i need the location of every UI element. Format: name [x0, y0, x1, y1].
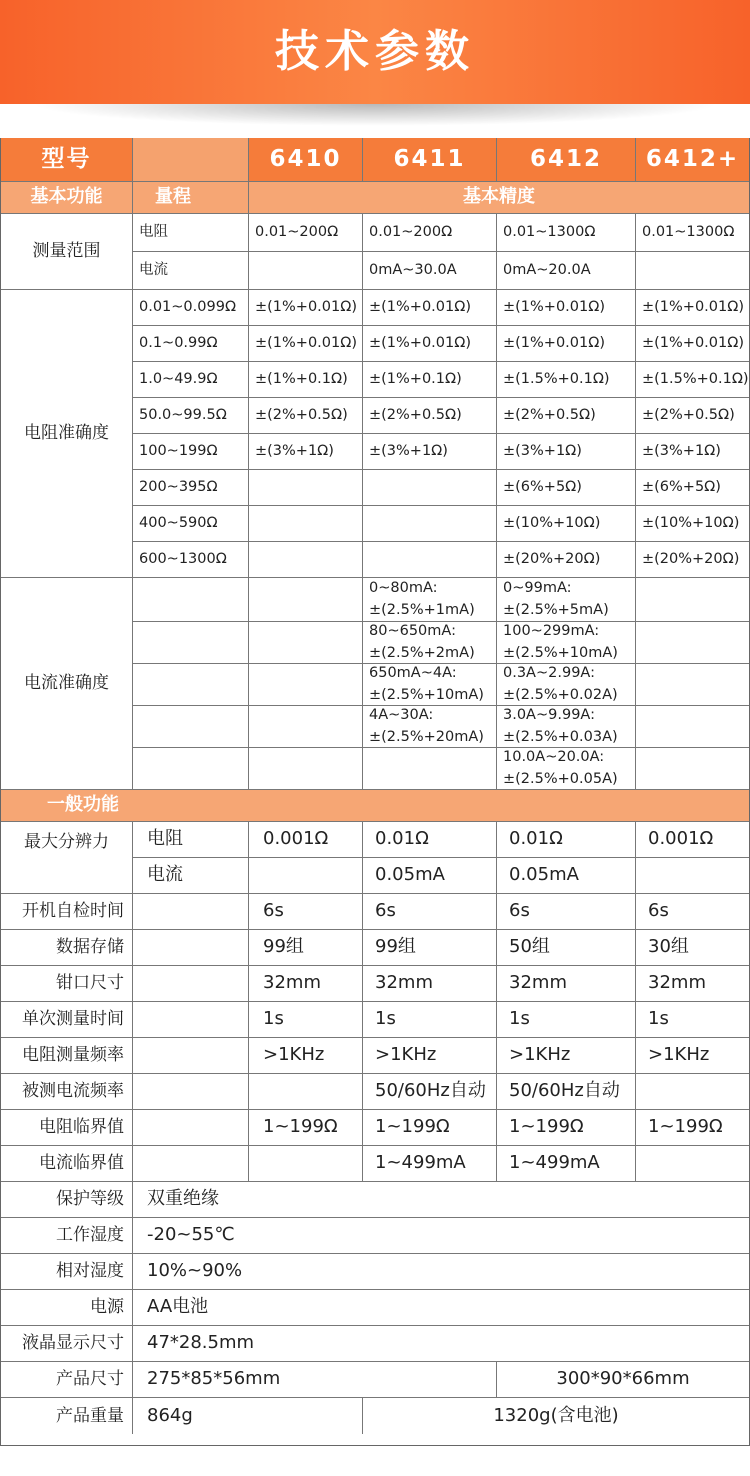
general-value-6412: 1s [497, 1002, 636, 1038]
general-section-title: 一般功能 [1, 790, 749, 822]
wide-row-label: 液晶显示尺寸 [1, 1326, 133, 1362]
measure-range-value-6410 [249, 252, 363, 290]
general-value-6412-plus: 1s [636, 1002, 749, 1038]
general-value-6411: 32mm [363, 966, 497, 1002]
resistance-accuracy-6410: ±(1%+0.01Ω) [249, 290, 363, 326]
general-row-blank [133, 1074, 249, 1110]
current-accuracy-6411-line-1: ±(2.5%+20mA) [369, 728, 484, 745]
general-row-label: 数据存储 [1, 930, 133, 966]
resolution-value-6411: 0.05mA [363, 858, 497, 894]
general-row-label: 电流临界值 [1, 1146, 133, 1182]
general-value-6411: >1KHz [363, 1038, 497, 1074]
general-row-label: 被测电流频率 [1, 1074, 133, 1110]
resistance-accuracy-6412: ±(2%+0.5Ω) [497, 398, 636, 434]
resolution-param: 电阻 [133, 822, 249, 858]
current-range-blank [133, 748, 249, 790]
current-accuracy-6411-line-1: ±(2.5%+2mA) [369, 644, 475, 661]
current-accuracy-6410 [249, 748, 363, 790]
resolution-label: 最大分辨力 [1, 822, 133, 894]
resistance-accuracy-6410: ±(1%+0.1Ω) [249, 362, 363, 398]
general-row-label: 电阻测量频率 [1, 1038, 133, 1074]
wide-row-value: 47*28.5mm [133, 1326, 749, 1362]
general-value-6412: 50组 [497, 930, 636, 966]
current-accuracy-6410 [249, 706, 363, 748]
current-accuracy-6411 [363, 622, 497, 664]
current-range-blank [133, 706, 249, 748]
general-value-6412: 1~499mA [497, 1146, 636, 1182]
resistance-accuracy-6412-plus: ±(1.5%+0.1Ω) [636, 362, 749, 398]
current-accuracy-6411 [363, 706, 497, 748]
general-value-6412: 50/60Hz自动 [497, 1074, 636, 1110]
current-accuracy-6412-plus [636, 578, 749, 622]
measure-range-param: 电阻 [133, 214, 249, 252]
current-accuracy-6412 [497, 622, 636, 664]
general-value-6411: 1~499mA [363, 1146, 497, 1182]
general-row-blank [133, 1038, 249, 1074]
general-value-6412-plus [636, 1146, 749, 1182]
measure-range-value-6412: 0mA~20.0A [497, 252, 636, 290]
model-label: 型号 [1, 138, 133, 182]
resistance-accuracy-6412: ±(10%+10Ω) [497, 506, 636, 542]
product-size-value-b: 300*90*66mm [497, 1362, 749, 1398]
banner-shadow [30, 104, 720, 126]
measure-range-value-6411: 0.01~200Ω [363, 214, 497, 252]
current-accuracy-6412-line-0: 3.0A~9.99A: [503, 707, 595, 724]
resistance-accuracy-6410: ±(3%+1Ω) [249, 434, 363, 470]
general-value-6410: 99组 [249, 930, 363, 966]
resistance-accuracy-6410: ±(2%+0.5Ω) [249, 398, 363, 434]
general-value-6410: 1s [249, 1002, 363, 1038]
current-accuracy-6411 [363, 578, 497, 622]
wide-row-label: 相对湿度 [1, 1254, 133, 1290]
general-row-blank [133, 1110, 249, 1146]
product-size-value-a: 275*85*56mm [133, 1362, 497, 1398]
current-accuracy-6410 [249, 578, 363, 622]
general-row-label: 开机自检时间 [1, 894, 133, 930]
measure-range-label: 测量范围 [1, 214, 133, 290]
wide-row-value: -20~55℃ [133, 1218, 749, 1254]
general-value-6410: 1~199Ω [249, 1110, 363, 1146]
resistance-accuracy-6410: ±(1%+0.01Ω) [249, 326, 363, 362]
basic-accuracy-label: 基本精度 [249, 182, 749, 214]
wide-row-value: AA电池 [133, 1290, 749, 1326]
general-row-blank [133, 1002, 249, 1038]
current-accuracy-6411-line-0: 650mA~4A: [369, 665, 457, 682]
resistance-accuracy-6411: ±(3%+1Ω) [363, 434, 497, 470]
general-row-blank [133, 894, 249, 930]
measure-range-value-6412-plus: 0.01~1300Ω [636, 214, 749, 252]
current-accuracy-6412-line-1: ±(2.5%+5mA) [503, 601, 609, 618]
model-6412: 6412 [497, 138, 636, 182]
resistance-accuracy-6411: ±(1%+0.01Ω) [363, 290, 497, 326]
general-value-6411: 99组 [363, 930, 497, 966]
general-value-6410 [249, 1146, 363, 1182]
wide-row-label: 电源 [1, 1290, 133, 1326]
resolution-value-6410: 0.001Ω [249, 822, 363, 858]
resistance-accuracy-6412-plus: ±(1%+0.01Ω) [636, 326, 749, 362]
product-weight-label: 产品重量 [1, 1398, 133, 1434]
current-accuracy-6411-line-1: ±(2.5%+10mA) [369, 686, 484, 703]
resistance-range: 100~199Ω [133, 434, 249, 470]
general-value-6412-plus: 32mm [636, 966, 749, 1002]
resistance-range: 1.0~49.9Ω [133, 362, 249, 398]
general-value-6410 [249, 1074, 363, 1110]
current-accuracy-label: 电流准确度 [1, 578, 133, 790]
resistance-range: 200~395Ω [133, 470, 249, 506]
current-accuracy-6412-line-0: 0.3A~2.99A: [503, 665, 595, 682]
resistance-accuracy-6410 [249, 470, 363, 506]
general-value-6411: 1s [363, 1002, 497, 1038]
current-accuracy-6412-line-0: 10.0A~20.0A: [503, 749, 605, 766]
resistance-accuracy-6412: ±(20%+20Ω) [497, 542, 636, 578]
range-label: 量程 [133, 182, 249, 214]
wide-row-value: 10%~90% [133, 1254, 749, 1290]
resolution-value-6412: 0.05mA [497, 858, 636, 894]
resistance-accuracy-6412-plus: ±(10%+10Ω) [636, 506, 749, 542]
resistance-accuracy-6411 [363, 506, 497, 542]
basic-function-label: 基本功能 [1, 182, 133, 214]
model-6412-plus: 6412+ [636, 138, 749, 182]
current-accuracy-6412-line-1: ±(2.5%+10mA) [503, 644, 618, 661]
resistance-accuracy-6412: ±(3%+1Ω) [497, 434, 636, 470]
current-accuracy-6411-line-0: 0~80mA: [369, 580, 438, 597]
current-accuracy-6412-plus [636, 622, 749, 664]
measure-range-param: 电流 [133, 252, 249, 290]
current-accuracy-6412 [497, 706, 636, 748]
current-accuracy-6412 [497, 578, 636, 622]
resistance-accuracy-6412: ±(6%+5Ω) [497, 470, 636, 506]
measure-range-value-6412-plus [636, 252, 749, 290]
general-value-6411: 1~199Ω [363, 1110, 497, 1146]
measure-range-value-6411: 0mA~30.0A [363, 252, 497, 290]
resistance-accuracy-6411: ±(1%+0.1Ω) [363, 362, 497, 398]
current-accuracy-6412-plus [636, 748, 749, 790]
measure-range-value-6412: 0.01~1300Ω [497, 214, 636, 252]
resolution-value-6412-plus: 0.001Ω [636, 822, 749, 858]
product-weight-value-a: 864g [133, 1398, 363, 1434]
current-accuracy-6410 [249, 664, 363, 706]
general-value-6412: 6s [497, 894, 636, 930]
measure-range-value-6410: 0.01~200Ω [249, 214, 363, 252]
general-row-blank [133, 966, 249, 1002]
general-value-6412-plus [636, 1074, 749, 1110]
product-size-label: 产品尺寸 [1, 1362, 133, 1398]
current-accuracy-6412-line-0: 100~299mA: [503, 623, 600, 640]
resistance-accuracy-6412-plus: ±(2%+0.5Ω) [636, 398, 749, 434]
general-value-6412-plus: 30组 [636, 930, 749, 966]
resistance-range: 50.0~99.5Ω [133, 398, 249, 434]
current-accuracy-6412-plus [636, 706, 749, 748]
resolution-param: 电流 [133, 858, 249, 894]
resistance-range: 600~1300Ω [133, 542, 249, 578]
current-accuracy-6412-plus [636, 664, 749, 706]
general-value-6410: >1KHz [249, 1038, 363, 1074]
wide-row-label: 工作湿度 [1, 1218, 133, 1254]
current-accuracy-6412-line-1: ±(2.5%+0.05A) [503, 770, 618, 787]
model-6410: 6410 [249, 138, 363, 182]
current-accuracy-6412-line-0: 0~99mA: [503, 580, 572, 597]
resistance-accuracy-6412-plus: ±(1%+0.01Ω) [636, 290, 749, 326]
resistance-accuracy-6410 [249, 542, 363, 578]
current-range-blank [133, 664, 249, 706]
resistance-accuracy-6412-plus: ±(3%+1Ω) [636, 434, 749, 470]
general-row-label: 钳口尺寸 [1, 966, 133, 1002]
resistance-accuracy-6412: ±(1%+0.01Ω) [497, 290, 636, 326]
resolution-value-6411: 0.01Ω [363, 822, 497, 858]
general-value-6412: 32mm [497, 966, 636, 1002]
current-range-blank [133, 622, 249, 664]
general-value-6412-plus: 1~199Ω [636, 1110, 749, 1146]
resolution-value-6412-plus [636, 858, 749, 894]
resistance-accuracy-6411 [363, 542, 497, 578]
general-value-6412: 1~199Ω [497, 1110, 636, 1146]
resistance-accuracy-6412: ±(1.5%+0.1Ω) [497, 362, 636, 398]
wide-row-value: 双重绝缘 [133, 1182, 749, 1218]
resistance-accuracy-6411 [363, 470, 497, 506]
resistance-accuracy-label: 电阻准确度 [1, 290, 133, 578]
header-blank [133, 138, 249, 182]
current-accuracy-6412 [497, 748, 636, 790]
model-6411: 6411 [363, 138, 497, 182]
general-value-6410: 32mm [249, 966, 363, 1002]
resistance-accuracy-6411: ±(2%+0.5Ω) [363, 398, 497, 434]
current-accuracy-6412-line-1: ±(2.5%+0.03A) [503, 728, 618, 745]
wide-row-label: 保护等级 [1, 1182, 133, 1218]
resistance-accuracy-6411: ±(1%+0.01Ω) [363, 326, 497, 362]
current-accuracy-6410 [249, 622, 363, 664]
general-value-6412-plus: 6s [636, 894, 749, 930]
general-value-6412-plus: >1KHz [636, 1038, 749, 1074]
resistance-accuracy-6412: ±(1%+0.01Ω) [497, 326, 636, 362]
product-weight-value-b: 1320g(含电池) [493, 1404, 619, 1426]
current-accuracy-6411-line-0: 80~650mA: [369, 623, 456, 640]
general-row-blank [133, 1146, 249, 1182]
current-accuracy-6411-line-0: 4A~30A: [369, 707, 434, 724]
general-value-6412: >1KHz [497, 1038, 636, 1074]
page-title: 技术参数 [275, 26, 475, 77]
resistance-accuracy-6412-plus: ±(20%+20Ω) [636, 542, 749, 578]
current-accuracy-6411-line-1: ±(2.5%+1mA) [369, 601, 475, 618]
current-accuracy-6411 [363, 748, 497, 790]
general-value-6411: 6s [363, 894, 497, 930]
resistance-range: 400~590Ω [133, 506, 249, 542]
general-row-blank [133, 930, 249, 966]
resolution-value-6412: 0.01Ω [497, 822, 636, 858]
resistance-range: 0.01~0.099Ω [133, 290, 249, 326]
resistance-accuracy-6410 [249, 506, 363, 542]
general-value-6411: 50/60Hz自动 [363, 1074, 497, 1110]
current-accuracy-6412-line-1: ±(2.5%+0.02A) [503, 686, 618, 703]
spec-table [0, 138, 750, 1446]
general-row-label: 单次测量时间 [1, 1002, 133, 1038]
current-accuracy-6411 [363, 664, 497, 706]
resolution-value-6410 [249, 858, 363, 894]
general-value-6410: 6s [249, 894, 363, 930]
resistance-range: 0.1~0.99Ω [133, 326, 249, 362]
general-row-label: 电阻临界值 [1, 1110, 133, 1146]
current-range-blank [133, 578, 249, 622]
resistance-accuracy-6412-plus: ±(6%+5Ω) [636, 470, 749, 506]
current-accuracy-6412 [497, 664, 636, 706]
